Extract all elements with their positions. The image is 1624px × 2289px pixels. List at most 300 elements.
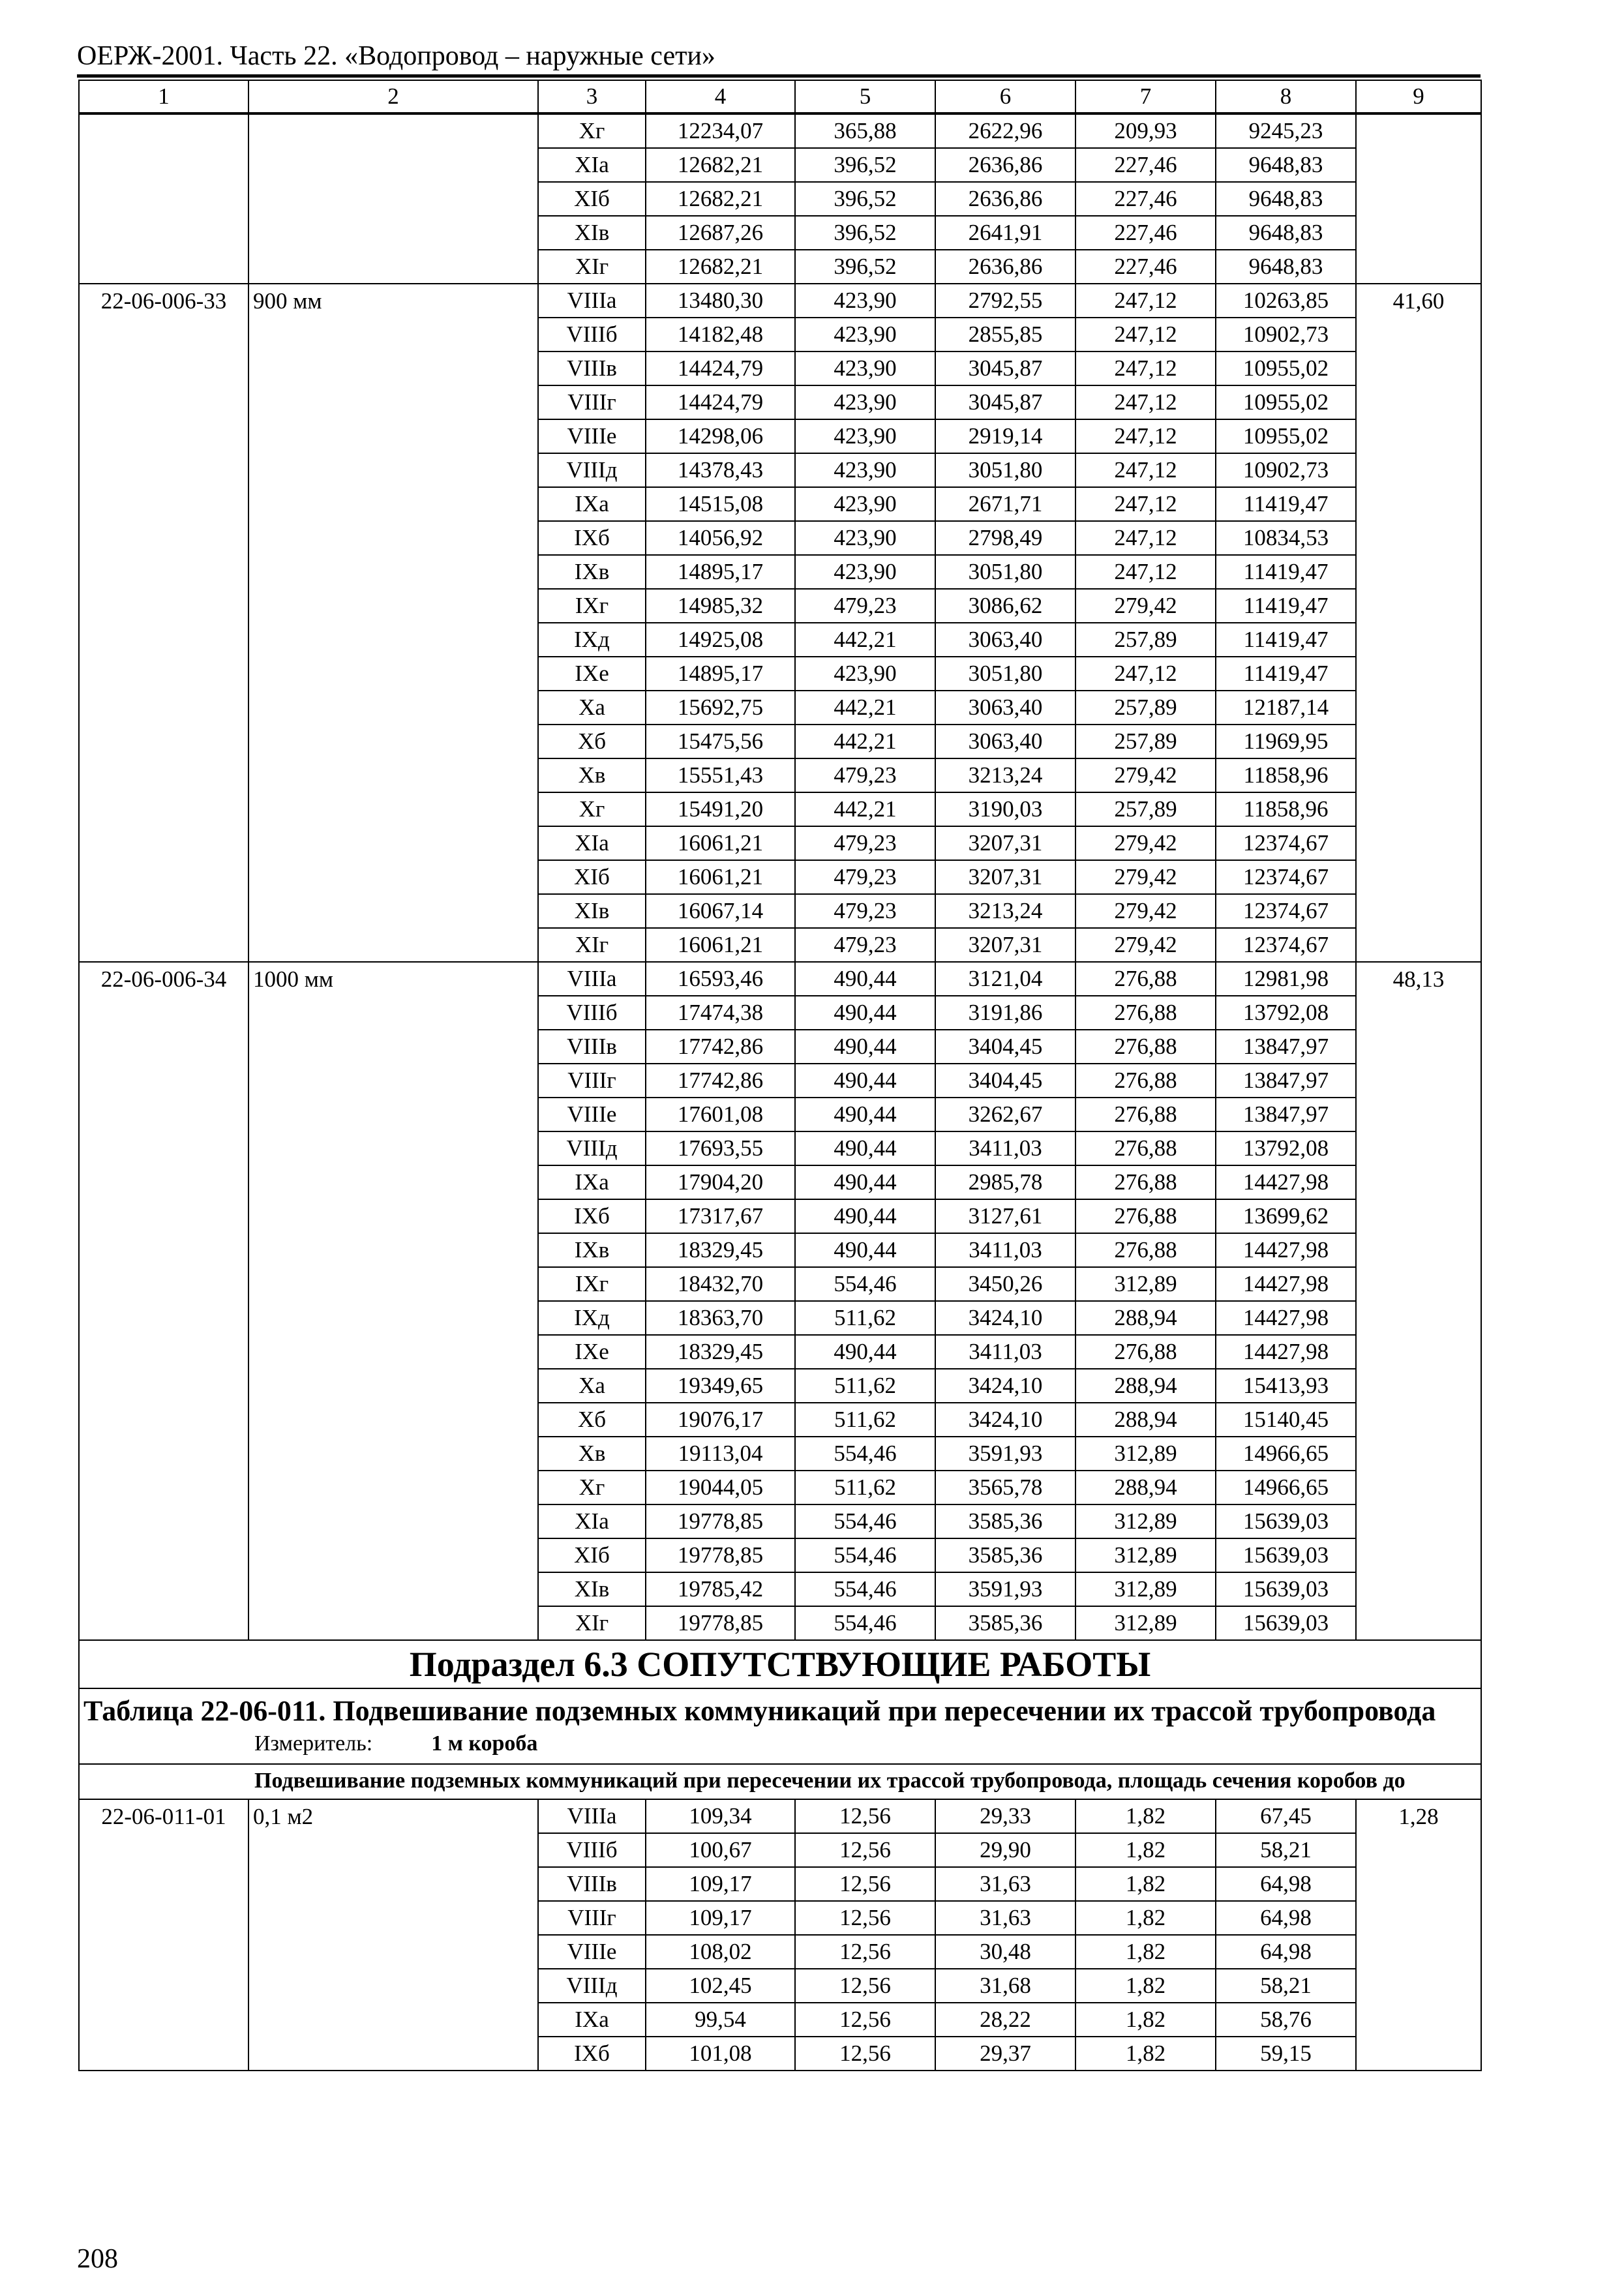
machines-cell: 3411,03 xyxy=(935,1335,1075,1369)
machines-cell: 2919,14 xyxy=(935,419,1075,453)
materials-cell: 10955,02 xyxy=(1216,419,1356,453)
materials-cell: 11969,95 xyxy=(1216,725,1356,758)
subheading-row xyxy=(79,1764,1481,1799)
zone-cell: IXв xyxy=(538,555,646,589)
zone-cell: IXб xyxy=(538,2037,646,2071)
zone-cell: IXв xyxy=(538,1233,646,1267)
machines-cell: 3262,67 xyxy=(935,1098,1075,1131)
machinist-wages-cell: 312,89 xyxy=(1075,1572,1216,1606)
section-heading-row xyxy=(79,1640,1481,1688)
total-cost-cell: 18329,45 xyxy=(646,1233,795,1267)
machinist-wages-cell: 279,42 xyxy=(1075,894,1216,928)
wages-cell: 490,44 xyxy=(795,1030,935,1064)
total-cost-cell: 108,02 xyxy=(646,1935,795,1969)
zone-cell: IXд xyxy=(538,623,646,657)
wages-cell: 490,44 xyxy=(795,1098,935,1131)
machines-cell: 3121,04 xyxy=(935,962,1075,996)
zone-cell: XIб xyxy=(538,182,646,216)
wages-cell: 12,56 xyxy=(795,1901,935,1935)
zone-cell: IXа xyxy=(538,2003,646,2037)
zone-cell: VIIIа xyxy=(538,284,646,318)
wages-cell: 490,44 xyxy=(795,1335,935,1369)
machines-cell: 3411,03 xyxy=(935,1233,1075,1267)
machines-cell: 2798,49 xyxy=(935,521,1075,555)
materials-cell: 14966,65 xyxy=(1216,1437,1356,1471)
materials-cell: 13792,08 xyxy=(1216,1131,1356,1165)
machines-cell: 2792,55 xyxy=(935,284,1075,318)
machines-cell: 3585,36 xyxy=(935,1504,1075,1538)
wages-cell: 365,88 xyxy=(795,113,935,148)
total-cost-cell: 14378,43 xyxy=(646,453,795,487)
wages-cell: 479,23 xyxy=(795,589,935,623)
materials-cell: 9648,83 xyxy=(1216,250,1356,284)
total-cost-cell: 16067,14 xyxy=(646,894,795,928)
column-number: 2 xyxy=(248,80,538,113)
machines-cell: 2636,86 xyxy=(935,250,1075,284)
machines-cell: 2855,85 xyxy=(935,318,1075,352)
zone-cell: IXг xyxy=(538,1267,646,1301)
column-number: 4 xyxy=(646,80,795,113)
wages-cell: 396,52 xyxy=(795,250,935,284)
machines-cell: 3404,45 xyxy=(935,1030,1075,1064)
wages-cell: 423,90 xyxy=(795,419,935,453)
total-cost-cell: 17904,20 xyxy=(646,1165,795,1199)
table-subheading: Подвешивание подземных коммуникаций при пересечении их трассой трубопровода, площадь сечения коробов до xyxy=(79,1764,1481,1799)
materials-cell: 9648,83 xyxy=(1216,148,1356,182)
materials-cell: 11858,96 xyxy=(1216,792,1356,826)
materials-cell: 13699,62 xyxy=(1216,1199,1356,1233)
machinist-wages-cell: 288,94 xyxy=(1075,1471,1216,1504)
machinist-wages-cell: 276,88 xyxy=(1075,1131,1216,1165)
total-cost-cell: 17317,67 xyxy=(646,1199,795,1233)
materials-cell: 58,76 xyxy=(1216,2003,1356,2037)
machinist-wages-cell: 247,12 xyxy=(1075,352,1216,385)
machines-cell: 3585,36 xyxy=(935,1538,1075,1572)
machinist-wages-cell: 276,88 xyxy=(1075,1064,1216,1098)
materials-cell: 14427,98 xyxy=(1216,1301,1356,1335)
wages-cell: 423,90 xyxy=(795,487,935,521)
zone-cell: IXа xyxy=(538,487,646,521)
total-cost-cell: 16061,21 xyxy=(646,860,795,894)
wages-cell: 12,56 xyxy=(795,1799,935,1833)
zone-cell: Xг xyxy=(538,113,646,148)
zone-cell: Xв xyxy=(538,758,646,792)
total-cost-cell: 13480,30 xyxy=(646,284,795,318)
zone-cell: Xв xyxy=(538,1437,646,1471)
total-cost-cell: 12682,21 xyxy=(646,250,795,284)
wages-cell: 12,56 xyxy=(795,1833,935,1867)
materials-cell: 15639,03 xyxy=(1216,1538,1356,1572)
wages-cell: 442,21 xyxy=(795,792,935,826)
machines-cell: 3045,87 xyxy=(935,385,1075,419)
total-cost-cell: 19349,65 xyxy=(646,1369,795,1403)
column-number: 5 xyxy=(795,80,935,113)
total-cost-cell: 14925,08 xyxy=(646,623,795,657)
total-cost-cell: 12234,07 xyxy=(646,113,795,148)
running-header-title: ОЕРЖ-2001. Часть 22. «Водопровод – наружные сети» xyxy=(77,41,715,71)
zone-cell: VIIIв xyxy=(538,1867,646,1901)
table-row xyxy=(79,284,1481,318)
total-cost-cell: 14985,32 xyxy=(646,589,795,623)
total-cost-cell: 19044,05 xyxy=(646,1471,795,1504)
machinist-wages-cell: 288,94 xyxy=(1075,1403,1216,1437)
machinist-wages-cell: 276,88 xyxy=(1075,1233,1216,1267)
zone-cell: Xг xyxy=(538,792,646,826)
total-cost-cell: 14424,79 xyxy=(646,385,795,419)
machines-cell: 3213,24 xyxy=(935,758,1075,792)
zone-cell: IXе xyxy=(538,657,646,691)
machines-cell: 3127,61 xyxy=(935,1199,1075,1233)
machinist-wages-cell: 312,89 xyxy=(1075,1267,1216,1301)
machines-cell: 31,68 xyxy=(935,1969,1075,2003)
machinist-wages-cell: 1,82 xyxy=(1075,1935,1216,1969)
machines-cell: 3051,80 xyxy=(935,453,1075,487)
machinist-wages-cell: 279,42 xyxy=(1075,860,1216,894)
machinist-wages-cell: 247,12 xyxy=(1075,555,1216,589)
materials-cell: 11858,96 xyxy=(1216,758,1356,792)
machinist-wages-cell: 1,82 xyxy=(1075,1901,1216,1935)
zone-cell: VIIIг xyxy=(538,385,646,419)
materials-cell: 64,98 xyxy=(1216,1901,1356,1935)
wages-cell: 442,21 xyxy=(795,623,935,657)
table-title-row xyxy=(79,1688,1481,1764)
wages-cell: 479,23 xyxy=(795,758,935,792)
column-number: 3 xyxy=(538,80,646,113)
machinist-wages-cell: 312,89 xyxy=(1075,1504,1216,1538)
machines-cell: 29,37 xyxy=(935,2037,1075,2071)
total-cost-cell: 18363,70 xyxy=(646,1301,795,1335)
materials-cell: 14427,98 xyxy=(1216,1267,1356,1301)
materials-cell: 10834,53 xyxy=(1216,521,1356,555)
materials-cell: 10263,85 xyxy=(1216,284,1356,318)
machinist-wages-cell: 257,89 xyxy=(1075,623,1216,657)
total-cost-cell: 12687,26 xyxy=(646,216,795,250)
materials-cell: 13847,97 xyxy=(1216,1030,1356,1064)
wages-cell: 554,46 xyxy=(795,1572,935,1606)
column-number: 1 xyxy=(79,80,248,113)
materials-cell: 13792,08 xyxy=(1216,996,1356,1030)
wages-cell: 423,90 xyxy=(795,385,935,419)
machinist-wages-cell: 257,89 xyxy=(1075,725,1216,758)
machinist-wages-cell: 279,42 xyxy=(1075,758,1216,792)
total-cost-cell: 99,54 xyxy=(646,2003,795,2037)
total-cost-cell: 19785,42 xyxy=(646,1572,795,1606)
zone-cell: VIIIа xyxy=(538,962,646,996)
machinist-wages-cell: 247,12 xyxy=(1075,385,1216,419)
zone-cell: VIIIд xyxy=(538,453,646,487)
machines-cell: 3045,87 xyxy=(935,352,1075,385)
total-cost-cell: 19778,85 xyxy=(646,1606,795,1640)
total-cost-cell: 17474,38 xyxy=(646,996,795,1030)
machines-cell: 3063,40 xyxy=(935,691,1075,725)
machinist-wages-cell: 1,82 xyxy=(1075,1969,1216,2003)
total-cost-cell: 109,17 xyxy=(646,1867,795,1901)
materials-cell: 11419,47 xyxy=(1216,589,1356,623)
total-cost-cell: 19778,85 xyxy=(646,1504,795,1538)
column-number-row xyxy=(79,80,1481,113)
total-cost-cell: 17742,86 xyxy=(646,1064,795,1098)
wages-cell: 479,23 xyxy=(795,928,935,962)
wages-cell: 490,44 xyxy=(795,1199,935,1233)
total-cost-cell: 16593,46 xyxy=(646,962,795,996)
zone-cell: XIг xyxy=(538,250,646,284)
materials-cell: 15413,93 xyxy=(1216,1369,1356,1403)
machines-cell: 3450,26 xyxy=(935,1267,1075,1301)
total-cost-cell: 14895,17 xyxy=(646,657,795,691)
column-number: 9 xyxy=(1356,80,1481,113)
wages-cell: 554,46 xyxy=(795,1267,935,1301)
wages-cell: 490,44 xyxy=(795,1064,935,1098)
zone-cell: XIа xyxy=(538,826,646,860)
machines-cell: 3424,10 xyxy=(935,1403,1075,1437)
machinist-wages-cell: 227,46 xyxy=(1075,216,1216,250)
zone-cell: IXб xyxy=(538,1199,646,1233)
wages-cell: 490,44 xyxy=(795,962,935,996)
machinist-wages-cell: 257,89 xyxy=(1075,792,1216,826)
machines-cell: 3591,93 xyxy=(935,1572,1075,1606)
rate-code xyxy=(79,113,248,284)
machinist-wages-cell: 247,12 xyxy=(1075,521,1216,555)
materials-cell: 12374,67 xyxy=(1216,860,1356,894)
wages-cell: 554,46 xyxy=(795,1437,935,1471)
materials-cell: 12374,67 xyxy=(1216,894,1356,928)
machinist-wages-cell: 247,12 xyxy=(1075,318,1216,352)
machinist-wages-cell: 276,88 xyxy=(1075,996,1216,1030)
machinist-wages-cell: 276,88 xyxy=(1075,1165,1216,1199)
machinist-wages-cell: 1,82 xyxy=(1075,1867,1216,1901)
machinist-wages-cell: 1,82 xyxy=(1075,1799,1216,1833)
page-number: 208 xyxy=(77,2244,118,2274)
machinist-wages-cell: 1,82 xyxy=(1075,2003,1216,2037)
total-cost-cell: 14515,08 xyxy=(646,487,795,521)
zone-cell: IXа xyxy=(538,1165,646,1199)
pipe-diameter: 900 мм xyxy=(248,284,538,962)
materials-cell: 14427,98 xyxy=(1216,1335,1356,1369)
machinist-wages-cell: 227,46 xyxy=(1075,148,1216,182)
machines-cell: 3063,40 xyxy=(935,623,1075,657)
measure-label: Измеритель: xyxy=(254,1731,373,1756)
machinist-wages-cell: 288,94 xyxy=(1075,1369,1216,1403)
machines-cell: 3190,03 xyxy=(935,792,1075,826)
machinist-wages-cell: 1,82 xyxy=(1075,1833,1216,1867)
machines-cell: 31,63 xyxy=(935,1901,1075,1935)
materials-cell: 9245,23 xyxy=(1216,113,1356,148)
zone-cell: VIIIб xyxy=(538,1833,646,1867)
materials-cell: 10955,02 xyxy=(1216,352,1356,385)
zone-cell: XIг xyxy=(538,928,646,962)
machines-cell: 3591,93 xyxy=(935,1437,1075,1471)
total-cost-cell: 14895,17 xyxy=(646,555,795,589)
machines-cell: 3411,03 xyxy=(935,1131,1075,1165)
machines-cell: 31,63 xyxy=(935,1867,1075,1901)
machines-cell: 3424,10 xyxy=(935,1369,1075,1403)
materials-cell: 14427,98 xyxy=(1216,1233,1356,1267)
zone-cell: Xб xyxy=(538,725,646,758)
materials-cell: 12374,67 xyxy=(1216,826,1356,860)
materials-cell: 64,98 xyxy=(1216,1867,1356,1901)
total-cost-cell: 17742,86 xyxy=(646,1030,795,1064)
total-cost-cell: 109,17 xyxy=(646,1901,795,1935)
wages-cell: 442,21 xyxy=(795,725,935,758)
machines-cell: 3051,80 xyxy=(935,657,1075,691)
wages-cell: 554,46 xyxy=(795,1538,935,1572)
zone-cell: IXб xyxy=(538,521,646,555)
zone-cell: VIIIд xyxy=(538,1131,646,1165)
materials-cell: 15639,03 xyxy=(1216,1606,1356,1640)
zone-cell: VIIIв xyxy=(538,352,646,385)
machines-cell: 3404,45 xyxy=(935,1064,1075,1098)
pipe-diameter xyxy=(248,113,538,284)
machinist-wages-cell: 257,89 xyxy=(1075,691,1216,725)
rates-table xyxy=(78,80,1482,2071)
zone-cell: IXд xyxy=(538,1301,646,1335)
machinist-wages-cell: 276,88 xyxy=(1075,962,1216,996)
zone-cell: Xа xyxy=(538,691,646,725)
total-cost-cell: 14424,79 xyxy=(646,352,795,385)
labor-cost xyxy=(1356,113,1481,284)
machinist-wages-cell: 247,12 xyxy=(1075,419,1216,453)
wages-cell: 423,90 xyxy=(795,555,935,589)
rate-code: 22-06-006-33 xyxy=(79,284,248,962)
total-cost-cell: 14182,48 xyxy=(646,318,795,352)
wages-cell: 490,44 xyxy=(795,1233,935,1267)
zone-cell: Xа xyxy=(538,1369,646,1403)
column-number: 7 xyxy=(1075,80,1216,113)
machinist-wages-cell: 279,42 xyxy=(1075,589,1216,623)
total-cost-cell: 100,67 xyxy=(646,1833,795,1867)
machines-cell: 2636,86 xyxy=(935,148,1075,182)
wages-cell: 511,62 xyxy=(795,1301,935,1335)
materials-cell: 58,21 xyxy=(1216,1833,1356,1867)
wages-cell: 511,62 xyxy=(795,1369,935,1403)
zone-cell: XIа xyxy=(538,148,646,182)
materials-cell: 14427,98 xyxy=(1216,1165,1356,1199)
rate-code: 22-06-011-01 xyxy=(79,1799,248,2071)
column-number: 6 xyxy=(935,80,1075,113)
materials-cell: 9648,83 xyxy=(1216,182,1356,216)
wages-cell: 12,56 xyxy=(795,2037,935,2071)
machines-cell: 2622,96 xyxy=(935,113,1075,148)
materials-cell: 11419,47 xyxy=(1216,623,1356,657)
machinist-wages-cell: 276,88 xyxy=(1075,1098,1216,1131)
wages-cell: 490,44 xyxy=(795,1131,935,1165)
zone-cell: VIIIб xyxy=(538,996,646,1030)
measure-line xyxy=(83,1729,1477,1758)
zone-cell: IXг xyxy=(538,589,646,623)
total-cost-cell: 101,08 xyxy=(646,2037,795,2071)
machinist-wages-cell: 312,89 xyxy=(1075,1437,1216,1471)
wages-cell: 12,56 xyxy=(795,1867,935,1901)
total-cost-cell: 16061,21 xyxy=(646,826,795,860)
materials-cell: 58,21 xyxy=(1216,1969,1356,2003)
machines-cell: 3585,36 xyxy=(935,1606,1075,1640)
machinist-wages-cell: 279,42 xyxy=(1075,826,1216,860)
labor-cost: 1,28 xyxy=(1356,1799,1481,2071)
materials-cell: 11419,47 xyxy=(1216,657,1356,691)
machinist-wages-cell: 312,89 xyxy=(1075,1606,1216,1640)
total-cost-cell: 17601,08 xyxy=(646,1098,795,1131)
materials-cell: 59,15 xyxy=(1216,2037,1356,2071)
zone-cell: XIв xyxy=(538,216,646,250)
machinist-wages-cell: 276,88 xyxy=(1075,1199,1216,1233)
materials-cell: 13847,97 xyxy=(1216,1098,1356,1131)
wages-cell: 554,46 xyxy=(795,1504,935,1538)
total-cost-cell: 102,45 xyxy=(646,1969,795,2003)
total-cost-cell: 15692,75 xyxy=(646,691,795,725)
wages-cell: 490,44 xyxy=(795,1165,935,1199)
machinist-wages-cell: 1,82 xyxy=(1075,2037,1216,2071)
machinist-wages-cell: 279,42 xyxy=(1075,928,1216,962)
machines-cell: 30,48 xyxy=(935,1935,1075,1969)
wages-cell: 490,44 xyxy=(795,996,935,1030)
machines-cell: 3191,86 xyxy=(935,996,1075,1030)
machines-cell: 2636,86 xyxy=(935,182,1075,216)
total-cost-cell: 15475,56 xyxy=(646,725,795,758)
machinist-wages-cell: 209,93 xyxy=(1075,113,1216,148)
machinist-wages-cell: 288,94 xyxy=(1075,1301,1216,1335)
zone-cell: IXе xyxy=(538,1335,646,1369)
table-title: Таблица 22-06-011. Подвешивание подземных коммуникаций при пересечении их трассой трубопровода xyxy=(83,1695,1436,1727)
column-number: 8 xyxy=(1216,80,1356,113)
machines-cell: 2671,71 xyxy=(935,487,1075,521)
zone-cell: VIIIе xyxy=(538,1098,646,1131)
materials-cell: 9648,83 xyxy=(1216,216,1356,250)
wages-cell: 12,56 xyxy=(795,1969,935,2003)
zone-cell: VIIIв xyxy=(538,1030,646,1064)
total-cost-cell: 12682,21 xyxy=(646,182,795,216)
total-cost-cell: 16061,21 xyxy=(646,928,795,962)
zone-cell: Xб xyxy=(538,1403,646,1437)
wages-cell: 423,90 xyxy=(795,284,935,318)
wages-cell: 396,52 xyxy=(795,216,935,250)
machines-cell: 3051,80 xyxy=(935,555,1075,589)
materials-cell: 15639,03 xyxy=(1216,1572,1356,1606)
total-cost-cell: 19076,17 xyxy=(646,1403,795,1437)
machines-cell: 3207,31 xyxy=(935,928,1075,962)
machines-cell: 3207,31 xyxy=(935,826,1075,860)
machines-cell: 3207,31 xyxy=(935,860,1075,894)
wages-cell: 423,90 xyxy=(795,657,935,691)
section-heading: Подраздел 6.3 СОПУТСТВУЮЩИЕ РАБОТЫ xyxy=(79,1640,1481,1688)
header-rule xyxy=(77,74,1481,78)
wages-cell: 423,90 xyxy=(795,521,935,555)
machinist-wages-cell: 276,88 xyxy=(1075,1030,1216,1064)
machines-cell: 3086,62 xyxy=(935,589,1075,623)
total-cost-cell: 18432,70 xyxy=(646,1267,795,1301)
wages-cell: 442,21 xyxy=(795,691,935,725)
machinist-wages-cell: 276,88 xyxy=(1075,1335,1216,1369)
materials-cell: 11419,47 xyxy=(1216,487,1356,521)
total-cost-cell: 15551,43 xyxy=(646,758,795,792)
zone-cell: XIа xyxy=(538,1504,646,1538)
total-cost-cell: 109,34 xyxy=(646,1799,795,1833)
total-cost-cell: 15491,20 xyxy=(646,792,795,826)
machinist-wages-cell: 247,12 xyxy=(1075,284,1216,318)
zone-cell: VIIIе xyxy=(538,1935,646,1969)
materials-cell: 13847,97 xyxy=(1216,1064,1356,1098)
machinist-wages-cell: 312,89 xyxy=(1075,1538,1216,1572)
machines-cell: 3213,24 xyxy=(935,894,1075,928)
zone-cell: VIIIг xyxy=(538,1064,646,1098)
machines-cell: 3063,40 xyxy=(935,725,1075,758)
measure-value: 1 м короба xyxy=(431,1731,538,1756)
materials-cell: 12374,67 xyxy=(1216,928,1356,962)
materials-cell: 15639,03 xyxy=(1216,1504,1356,1538)
machinist-wages-cell: 247,12 xyxy=(1075,487,1216,521)
zone-cell: XIв xyxy=(538,1572,646,1606)
pipe-diameter: 1000 мм xyxy=(248,962,538,1640)
machinist-wages-cell: 227,46 xyxy=(1075,250,1216,284)
